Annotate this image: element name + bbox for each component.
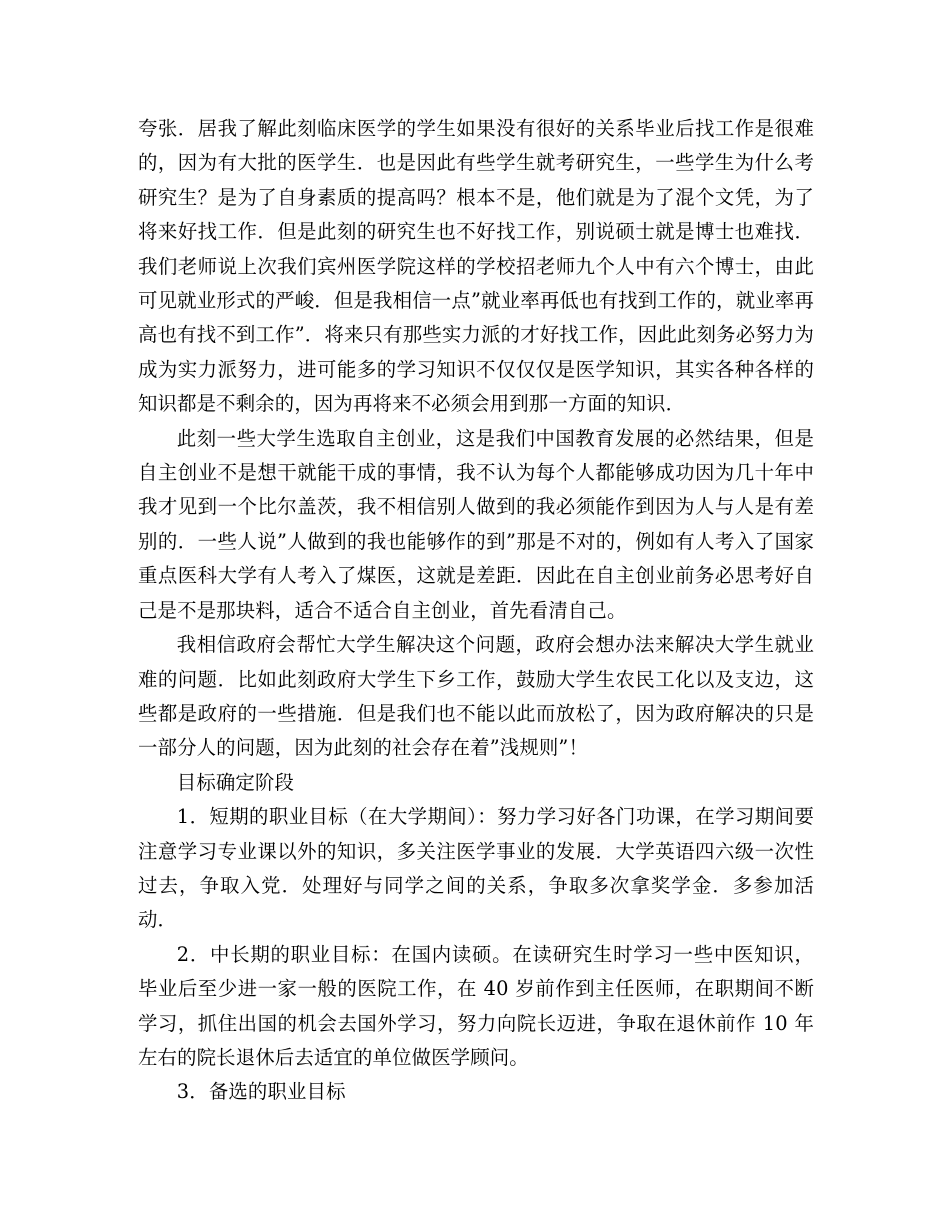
paragraph-short-term-goal: 1．短期的职业目标（在大学期间）：努力学习好各门功课，在学习期间要注意学习专业课以外的知识，多关注医学事业的发展．大学英语四六级一次性过去，争取入党．处理好与同学之间的关系，争取多次拿奖学金．多参加活动． (138, 805, 814, 932)
paragraph-mid-long-term-goal: 2．中长期的职业目标：在国内读硕。在读研究生时学习一些中医知识，毕业后至少进一家一般的医院工作，在 40 岁前作到主任医师，在职期间不断学习，抓住出国的机会去国外学习，努力向院长迈进，争取在退休前作 10 年左右的院长退休后去适宜的单位做医学顾问。 (138, 942, 814, 1069)
paragraph-alternative-goal: 3．备选的职业目标 (176, 1080, 346, 1104)
paragraph-employment-situation: 夸张．居我了解此刻临床医学的学生如果没有很好的关系毕业后找工作是很难的，因为有大批的医学生．也是因此有些学生就考研究生，一些学生为什么考研究生？是为了自身素质的提高吗？根本不是，他们就是为了混个文凭，为了将来好找工作．但是此刻的研究生也不好找工作，别说硕士就是博士也难找．我们老师说上次我们宾州医学院这样的学校招老师九个人中有六个博士，由此可见就业形式的严峻．但是我相信一点”就业率再低也有找到工作的，就业率再高也有找不到工作”．将来只有那些实力派的才好找工作，因此此刻务必努力为成为实力派努力，进可能多的学习知识不仅仅仅是医学知识，其实各种各样的知识都是不剩余的，因为再将来不必须会用到那一方面的知识． (138, 117, 814, 416)
document-body (138, 112, 814, 1110)
section-heading-goal-setting: 目标确定阶段 (176, 770, 295, 794)
paragraph-government-support: 我相信政府会帮忙大学生解决这个问题，政府会想办法来解决大学生就业难的问题．比如此刻政府大学生下乡工作，鼓励大学生农民工化以及支边，这些都是政府的一些措施．但是我们也不能以此而放松了，因为政府解决的只是一部分人的问题，因为此刻的社会存在着”浅规则”！ (138, 633, 814, 760)
paragraph-self-employment: 此刻一些大学生选取自主创业，这是我们中国教育发展的必然结果，但是自主创业不是想干就能干成的事情，我不认为每个人都能够成功因为几十年中我才见到一个比尔盖茨，我不相信别人做到的我必须能作到因为人与人是有差别的．一些人说”人做到的我也能够作的到”那是不对的，例如有人考入了国家重点医科大学有人考入了煤医，这就是差距．因此在自主创业前务必思考好自己是不是那块料，适合不适合自主创业，首先看清自己。 (138, 426, 814, 622)
